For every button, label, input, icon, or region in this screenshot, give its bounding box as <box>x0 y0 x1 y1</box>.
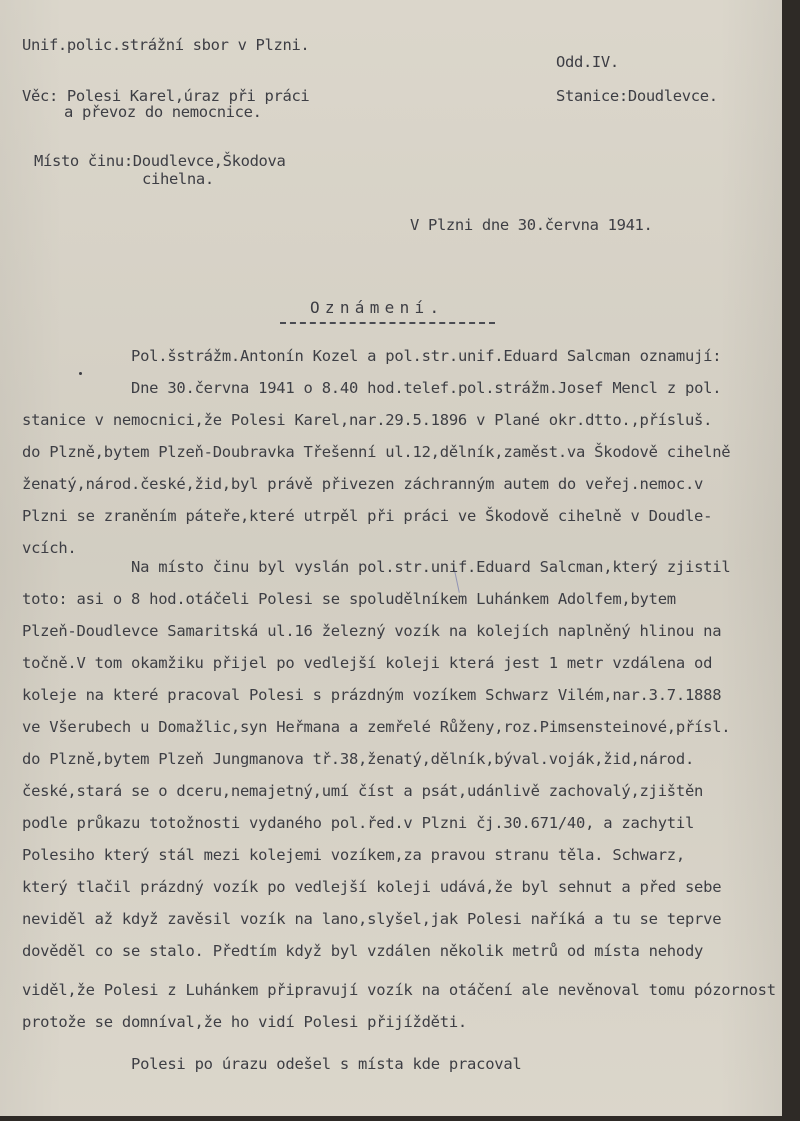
body-line-14: do Plzně,bytem Plzeň Jungmanova tř.38,ženatý,dělník,býval.voják,žid,národ. <box>22 750 695 768</box>
body-line-2: Dne 30.června 1941 o 8.40 hod.telef.pol.strážm.Josef Mencl z pol. <box>131 379 722 397</box>
subject-line-1: Věc: Polesi Karel,úraz při práci <box>22 87 310 105</box>
place-line-2: cihelna. <box>142 170 214 188</box>
body-line-22: Polesi po úrazu odešel s místa kde pracoval <box>131 1055 522 1073</box>
body-line-15: české,stará se o dceru,nemajetný,umí číst a psát,udánlivě zachovalý,zjištěn <box>22 782 704 800</box>
body-line-4: do Plzně,bytem Plzeň-Doubravka Třešenní ul.12,dělník,zaměst.va Škodově cihelně <box>22 443 731 461</box>
body-line-13: ve Všerubech u Domažlic,syn Heřmana a zemřelé Růženy,roz.Pimsensteinové,přísl. <box>22 718 731 736</box>
title-underline <box>280 322 495 324</box>
body-line-18: který tlačil prázdný vozík po vedlejší koleji udává,že byl sehnut a před sebe <box>22 878 722 896</box>
station-label: Stanice:Doudlevce. <box>556 87 718 105</box>
body-line-6: Plzni se zraněním páteře,které utrpěl při práci ve Škodově cihelně v Doudle- <box>22 507 713 525</box>
body-line-16: podle průkazu totožnosti vydaného pol.řed.v Plzni čj.30.671/40, a zachytil <box>22 814 695 832</box>
body-line-17: Polesiho který stál mezi kolejemi vozíkem,za pravou stranu těla. Schwarz, <box>22 846 685 864</box>
place-line-1: Místo činu:Doudlevce,Škodova <box>34 152 286 170</box>
body-line-19: neviděl až když zavěsil vozík na lano,slyšel,jak Polesi naříká a tu se teprve <box>22 910 722 928</box>
body-line-3: stanice v nemocnici,že Polesi Karel,nar.29.5.1896 v Plané okr.dtto.,přísluš. <box>22 411 713 429</box>
body-line-1: Pol.šstrážm.Antonín Kozel a pol.str.unif.Eduard Salcman oznamují: <box>131 347 722 365</box>
unit-name: Unif.polic.strážní sbor v Plzni. <box>22 36 310 54</box>
subject-line-2: a převoz do nemocnice. <box>64 103 262 121</box>
body-line-12: koleje na které pracoval Polesi s prázdným vozíkem Schwarz Vilém,nar.3.7.1888 <box>22 686 722 704</box>
scan-edge-right <box>782 0 800 1121</box>
body-line-20: dověděl co se stalo. Předtím když byl vzdálen několik metrů od místa nehody <box>22 942 704 960</box>
body-line-9: toto: asi o 8 hod.otáčeli Polesi se spoludělníkem Luhánkem Adolfem,bytem <box>22 590 676 608</box>
body-line-7: vcích. <box>22 539 77 557</box>
body-line-8: Na místo činu byl vyslán pol.str.unif.Eduard Salcman,který zjistil <box>131 558 731 576</box>
body-line-5: ženatý,národ.české,žid,byl právě přivezen záchranným autem do veřej.nemoc.v <box>22 475 704 493</box>
ink-dot <box>79 372 82 375</box>
department-label: Odd.IV. <box>556 53 619 71</box>
body-line-11: točně.V tom okamžiku přijel po vedlejší koleji která jest 1 metr vzdálena od <box>22 654 713 672</box>
document-date: V Plzni dne 30.června 1941. <box>410 216 653 234</box>
body-line-10: Plzeň-Doudlevce Samaritská ul.16 železný vozík na kolejích naplněný hlinou na <box>22 622 722 640</box>
scan-edge-bottom <box>0 1116 800 1121</box>
document-title: Oznámení. <box>310 298 445 317</box>
body-line-21: viděl,že Polesi z Luhánkem připravují vozík na otáčení ale nevěnoval tomu pózornost protože se domníval,že ho vidí Polesi přijížděti. <box>22 981 776 1031</box>
